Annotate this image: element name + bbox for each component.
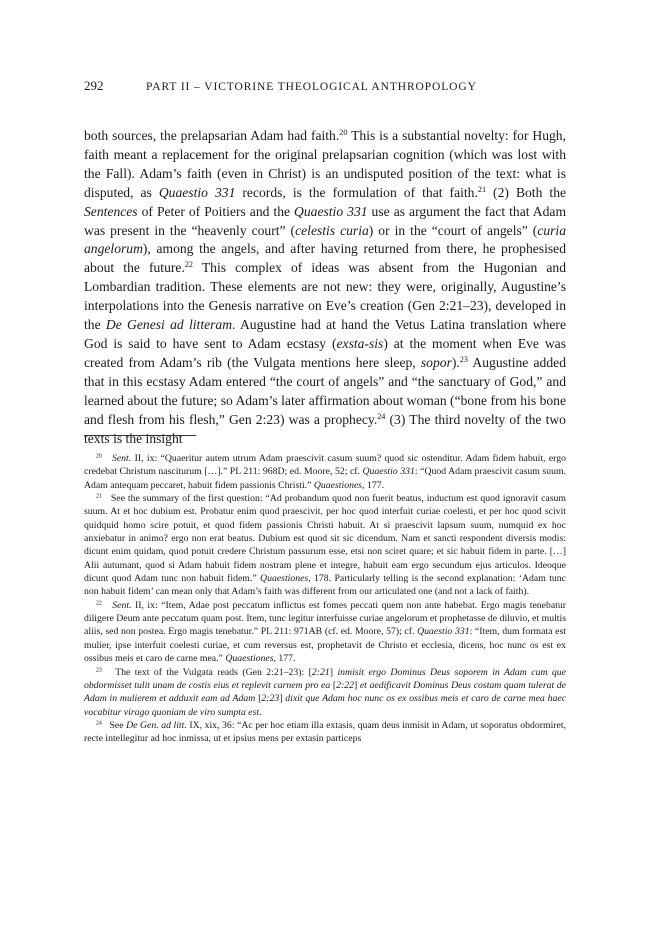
text-run: ] [354,679,360,691]
italic-run: sopor [420,354,452,370]
text-run: II, ix: “Quaeritur autem utrum Adam praescivit casum suum? quod sic ostenditur. Adam fidem habuit, ergo credebat Christum nasciturum […].” PL 211: 968D; ed. Moore, 52; cf. [84,453,566,478]
footnote-number: 22 [96,600,102,607]
text-run: ) or in the “court of angels” ( [368,222,538,238]
text-run: (2) Both the [486,184,567,200]
italic-run: Quaestio 331 [362,466,415,478]
footnote-ref-22[interactable]: 22 [184,260,193,270]
text-run: IX, xix, 36: “Ac per hoc etiam illa extasis, quam deus inmisit in Adam, ut soporatus obdormiret, recte intellegitur ad hoc inmissa, ut et ipsius mens per extasin particeps [84,719,567,745]
text-run: ). [451,354,460,370]
footnote-24 [84,719,566,746]
italic-run: et aedificavit Dominus Deus costam quam tulerat de Adam in mulierem et adduxit eam ad Adam [84,679,566,705]
text-run: records, is the formulation of that faith. [235,184,478,200]
italic-run: De Gen. ad litt. [126,719,187,731]
text-run: (3) The third novelty of the two texts is the insight [84,411,566,446]
footnote-divider [84,435,196,436]
italic-run: Quaestiones [260,573,309,585]
text-run: See the summary of the first question: “Ad probandum quod non fuerit beatus, inductum est quod ignoravit casum suum. At et hoc dubium est. Probatur enim quod praescivit, per hoc quod interfuit curiae coelesti, et per hoc quod scivit quidquid homo scire potuit, et quod fidem passionis Christi habuit. At si praescivit lapsum suum, numquid ex hoc anxiebatur in animo? ergo non erat beatus. Dubium est quod sit sic dicendum. Nam et sancti respondent diversis modis: dicunt enim quidam, quod potuit credere Christum passurum esse, etsi non sciret quare; et sic habuit fidem in parte. […] Alii autumant, quod si Adam habuit fidem nostram plene et integre, habuit eam ergo secundum ejus articulos. Ideoque dicunt quod Adam tunc non habuit fidem.” [84,493,566,585]
text-run: [ [255,693,262,705]
italic-run: exsta-sis [336,335,384,351]
italic-run: celestis curia [295,222,369,238]
italic-run: dixit que Adam hoc nunc os ex ossibus meis et caro de carne mea haec vocabitur virago quoniam de viro sumpta est [84,693,567,718]
footnote-22 [84,599,566,666]
paragraph [84,127,566,448]
running-title: PART II – VICTORINE THEOLOGICAL ANTHROPOLOGY [146,81,477,93]
italic-run: 2:21 [311,666,330,678]
text-run: , 177. [273,653,296,665]
italic-run: Sent. [112,599,132,611]
footnote-ref-24[interactable]: 24 [377,411,386,421]
italic-run: Quaestio 331 [158,184,236,200]
italic-run: Quaestio 331 [294,203,368,219]
text-run: use as argument the fact that Adam was present in the “heavenly court” ( [84,203,567,238]
text-run: , 178. Particularly telling is the second explanation: ‘Adam tunc non habuit fidem’ can mean only that Adam’s faith was different from our articulated one (and not a lack of faith). [84,573,566,598]
italic-run: 2:23 [261,693,280,705]
footnote-23 [84,666,566,719]
footnote-ref-23[interactable]: 23 [459,354,468,364]
running-header [84,78,566,94]
text-run: : “Quod Adam praescivit casum suum. Adam antequam peccaret, habuit fidem passionis Christi.” [84,466,566,491]
text-run: : “Item, dum formata est mulier, ipse interfuit coelesti curiae, et cum reversus est, prophetavit de Christo et ecclesia, dicens, hoc nunc os est ex ossibus meis et caro de carne mea.” [84,626,566,665]
text-run: ) at the moment when Eve was created from Adam’s rib (the Vulgata mentions here sleep, [84,335,567,370]
text-run: Augustine added that in this ecstasy Adam entered “the court of angels” and “the sanctuary of God,” and learned about the future; so Adam’s later affirmation about woman (“bone from his bone and flesh from his flesh,” Gen 2:23) was a prophecy. [84,354,566,427]
text-run: of Peter of Poitiers and the [137,203,295,219]
text-run: II, ix: “Item, Adae post peccatum inflictus est fomes peccati quem non ante habebat. Ergo magis tenebatur diligere Deum ante peccatum quam post. Item, tunc legitur interfuisse curiae angelorum et prophetasse de diluvio, et multis aliis, sed non postea. Ergo magis tenebatur.” PL 211: 971AB (cf. ed. Moore, 57); cf. [84,599,567,638]
text-run: ), among the angels, and after having returned from there, he prophesised about the future. [84,241,566,276]
text-run: The text of the Vulgata reads (Gen 2:21–23): [ [115,666,312,678]
footnote-number: 23 [96,667,102,673]
text-run: , 177. [362,479,385,491]
text-run: ] [329,666,338,678]
italic-run: 2:22 [336,679,354,691]
text-run: . Augustine had at hand the Vetus Latina translation where God is said to have sent to Adam ecstasy ( [84,317,566,351]
italic-run: inmisit ergo Dominus Deus soporem in Adam cum que obdormisset tulit unam de costis eius et replevit carnem pro ea [84,666,567,691]
main-text [84,127,566,448]
footnote-21 [84,492,566,599]
text-run: both sources, the prelapsarian Adam had faith. [84,128,340,143]
text-run: See [109,719,127,731]
italic-run: Quaestiones [225,653,274,665]
page-number: 292 [84,78,104,93]
italic-run: Sent. [111,453,132,464]
italic-run: Quaestio 331 [417,626,470,638]
footnote-number: 24 [96,720,102,727]
text-run: . [259,706,262,718]
footnote-ref-20[interactable]: 20 [339,128,348,138]
footnote-number: 21 [96,493,102,500]
text-run: This complex of ideas was absent from the Hugonian and Lombardian tradition. These elements are not new: they were, originally, Augustine’s interpolations into the Genesis narrative on Eve’s creation (Gen 2:21–23), developed in the [84,260,566,333]
italic-run: Quaestiones [313,479,363,491]
text-run: ] [279,693,286,705]
footnote-number: 20 [96,453,102,460]
footnote-ref-21[interactable]: 21 [477,184,487,194]
text-run: [ [330,679,337,691]
italic-run: Sentences [84,203,138,219]
footnotes [84,452,566,746]
italic-run: De Genesi ad litteram [105,317,233,333]
italic-run: curia angelorum [84,222,567,257]
footnote-20 [84,452,566,492]
text-run: This is a substantial novelty: for Hugh, faith meant a replacement for the original prelapsarian cognition (which was lost with the Fall). Adam’s faith (even in Christ) is an undisputed position of the text: what is disputed, as [84,128,566,200]
